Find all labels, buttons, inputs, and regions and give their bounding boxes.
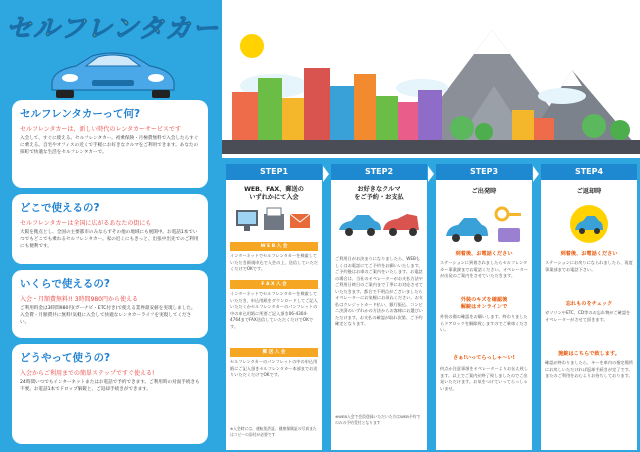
brand-logo: セルフレンタカー — [6, 14, 220, 44]
step1-mail-text: セルフレンタカーのパンフレットの中の申込用紙にご記入頂きセルフレンタカー本部までお送りいただくだけでOKです。 — [230, 359, 318, 377]
card-price — [12, 270, 208, 338]
card-price-body: ご利用料金は3時間980円(ガーナビ・ETC付き)で使える業界最安値を実現しました。入会費・月額費共に無料!気軽に入会して快適なレンタカーライフを実現してください。 — [20, 306, 196, 326]
step2-text: ご利用日がお決まりになりましたら、WEBもしくはお電話にてご予約をお願いいたします。ご予約後はお車のご案内をいたします。お電話の場合は、当社のオペレーターがお支払方法やご利用日時日のご案内まで丁寧にお対応させていただきます。都合で不明点がございましたらオペレーターにお気軽にお尋ねください。お支払はクレジットカード払い、銀行振込、コンビニ決済のいずれかの方法からお客様にお選びいただけます。お支払の確認が取れ次第、ご予約確定となります。 — [335, 256, 423, 326]
step3-depart-title: さぁ!いってらっしゃ〜い! — [453, 355, 515, 361]
step4-label: STEP4 — [541, 164, 637, 180]
card-price-subtitle: 入会・月額費無料!! 3時間980円から使える — [20, 296, 138, 303]
cars-icon — [337, 212, 421, 240]
step1-mail-banner: 郵 送 入 会 — [230, 348, 318, 357]
step-arrow — [428, 166, 434, 182]
step2-label: STEP2 — [331, 164, 427, 180]
card-how-title: どうやって使うの? — [20, 352, 111, 364]
card-what — [12, 100, 208, 188]
step1-heading: WEB、FAX、郵送の いずれかにて入会 — [244, 186, 304, 202]
step4-check-text: ガソリンやETC、CD等のお忘れ物がご確認をオペレーターがさせて頂きます。 — [545, 310, 631, 322]
step4-check-title: 忘れものをチェック — [565, 301, 613, 307]
card-how-body: 24時間いつでもインターネットまたはお電話で予約できます。ご利用時の対面手続きも不要。お電話1本でドロップ解錠と、ご返却手続きができます。 — [20, 380, 200, 393]
step-arrow — [323, 166, 329, 182]
step1-label: STEP1 — [226, 164, 322, 180]
return-car-icon — [569, 204, 609, 244]
card-what-subtitle: セルフレンタカーは、新しい時代のレンタカーサービスです — [20, 126, 181, 133]
step4-column — [541, 164, 637, 450]
step1-fax-banner: F A X 入 会 — [230, 280, 318, 289]
step4-heading: ご返却時 — [576, 188, 602, 195]
card-how — [12, 344, 208, 444]
city-scene — [222, 0, 640, 150]
card-what-title: セルフレンタカーって何? — [20, 108, 141, 120]
step4-lock-title: 施錠はこちらで致します。 — [558, 351, 620, 357]
card-where-body: 大阪を拠点とし、全国の主要都市のみならずその他の地域にも展開中。お電話1本でいつでもどこでも乗れるセルフレンタカー。家の近くにもきっと、出張中出先でのご利用にも便利です。 — [20, 230, 199, 250]
card-where-subtitle: セルフレンタカーは全国に広がるあなたの街にも — [20, 220, 152, 227]
step1-fax-text: インターネットでセルフレンタカーを検索していただき、申込用紙をダウンロードしてご記入いただくかセルフレンタカーのパンフレットの中の申込用紙に所要ご記入頂き06-4304-4764までFAX送信していただくだけでOKです。 — [230, 291, 318, 329]
step3-check-title: 外装のキズを確認後 解錠はオンラインで — [460, 297, 508, 310]
card-where — [12, 194, 208, 264]
card-how-subtitle: 入会からご利用までの簡単ステップですぐ使える! — [20, 370, 155, 377]
step1-web-banner: W E B 入 会 — [230, 242, 318, 251]
computer-fax-mail-icon — [234, 206, 314, 236]
car-illustration — [42, 50, 182, 100]
step2-note: ※WEB入会で会員登録いただいた方はWEB予約でのみの予約受付となります — [335, 414, 421, 425]
card-what-body: 入会して、すぐに使える。セルフレンタカー。初乗保険・月極費無料で入会したらすぐに乗える。自宅やオフィスの近くで手軽にお好きなクルマをご利用できます。あなたの探町で快適な生活をセルフレンタカーで。 — [20, 136, 199, 156]
step2-heading: お好きなクルマ をご予約・お支払 — [354, 186, 404, 202]
road-band — [222, 140, 640, 154]
step4-call-title: 到着後、お電話ください — [560, 251, 618, 257]
step3-heading: ご出発時 — [471, 188, 497, 195]
step2-column — [331, 164, 427, 450]
step4-lock-text: 確認が終わりましたら、キーを車内の指定場所にお戻しいただければ返却手続きが完了です。またのご利用をお心よりお待ちしております。 — [545, 360, 633, 378]
step3-check-text: 外装の傷の確認をお願いします。終わりましたらドアロックを解除致しますのでご乗車ください。 — [440, 314, 528, 332]
step3-column — [436, 164, 532, 450]
step1-column — [226, 164, 322, 450]
step3-depart-text: 何点か注意事項をオペレーターよりお伝え致します。以上でご案内が終了致しましたのでご出発いただけます。お気をつけていってらっしゃいませ。 — [440, 366, 528, 391]
step1-web-text: インターネットでセルフレンタカーを検索していただき新規申込で入会の上、送信していただくだけでOKです。 — [230, 253, 318, 271]
sun-icon — [240, 34, 264, 58]
step4-call-text: ステーションにお戻りになられましたら、再度事業部までお電話下さい。 — [545, 260, 633, 272]
car-key-icon — [444, 206, 524, 246]
step3-call-text: ステーションに到着されましたらセルフレンタカー事業課までお電話ください。オペレーターが出発のご案内をさせていただきます。 — [440, 260, 528, 278]
step3-call-title: 到着後、お電話ください — [455, 251, 513, 257]
card-price-title: いくらで使えるの? — [20, 278, 110, 290]
card-where-title: どこで使えるの? — [20, 202, 100, 214]
step-arrow — [533, 166, 539, 182]
step1-note: ※入会時には、運転免許証、健康保険証の写真またはコピーの添付が必要です — [230, 426, 317, 437]
step3-label: STEP3 — [436, 164, 532, 180]
